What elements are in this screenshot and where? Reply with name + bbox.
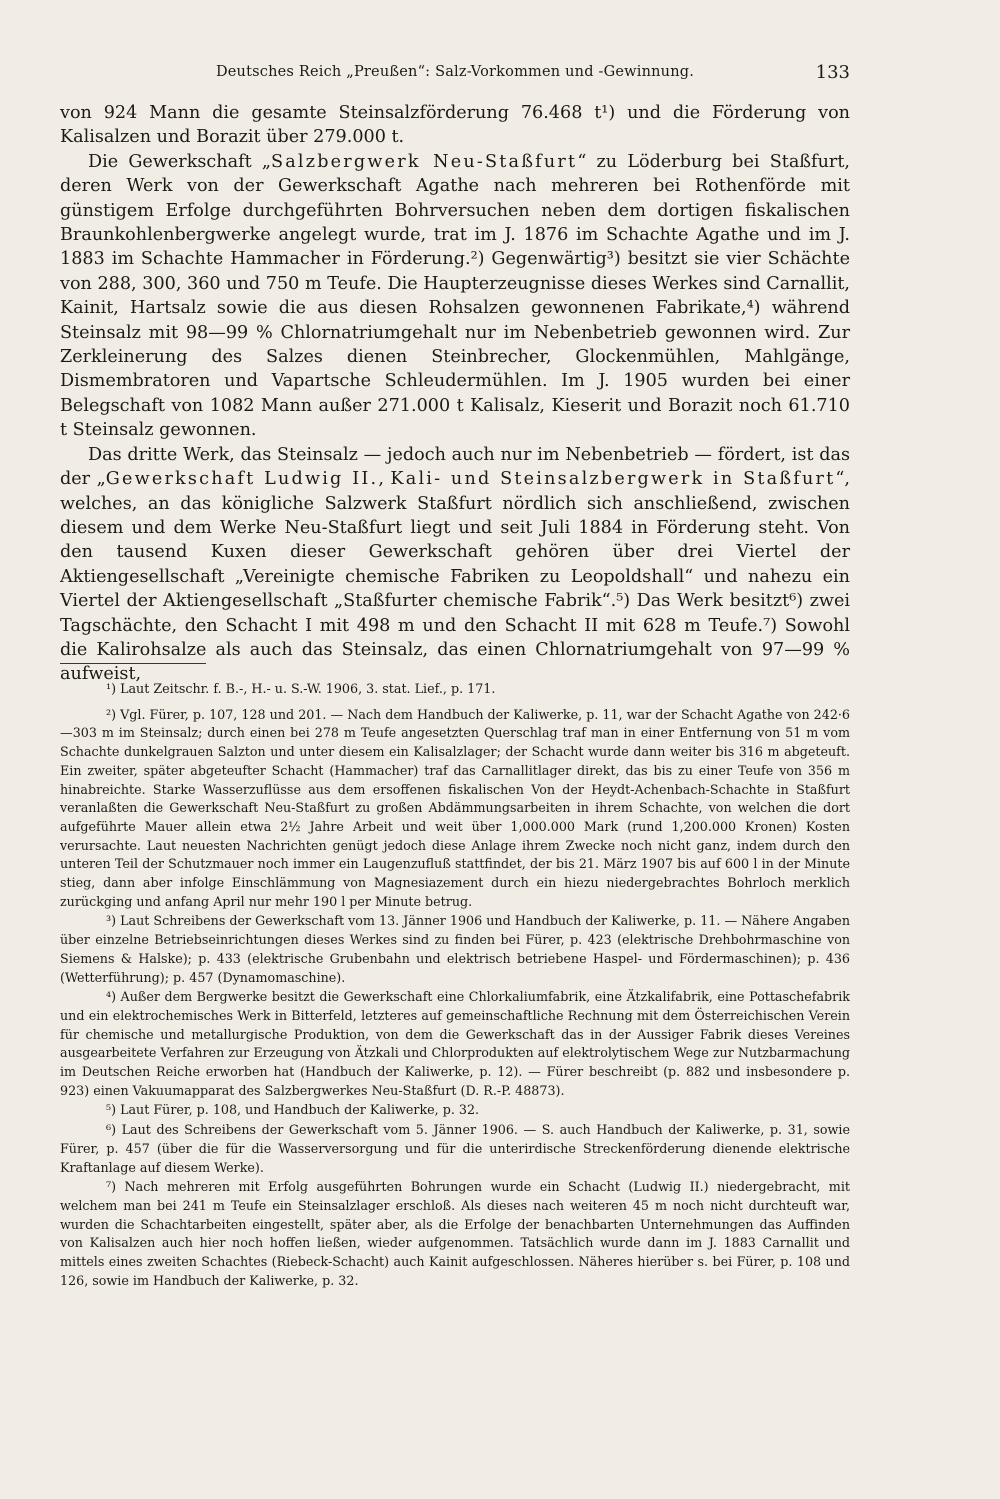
running-title: Deutsches Reich „Preußen“: Salz-Vorkommen und -Gewinnung.: [215, 64, 695, 80]
paragraph-3-part-c: “, welches, an das königliche Salzwerk Staßfurt nördlich sich anschließend, zwischen diesem und dem Werke Neu-Staßfurt liegt und seit Juli 1884 in Förderung steht. Von den tausend Kuxen dieser Gewerkschaft gehören über drei Viertel der Aktiengesellschaft „Vereinigte chemische Fabriken zu Leopoldshall“ und nahezu ein Viertel der Aktiengesellschaft „Staßfurter chemische Fabrik“.⁵) Das Werk besitzt⁶) zwei Tagschächte, den Schacht I mit 498 m und den Schacht II mit 628 m Teufe.⁷) Sowohl die Kalirohsalze als auch das Steinsalz, das einen Chlornatriumgehalt von 97—99 % aufweist,: [60, 469, 850, 685]
paragraph-2-part-b: “ zu Löderburg bei Staßfurt, deren Werk von der Gewerkschaft Agathe nach mehreren bei Rothenförde mit günstigem Erfolge durchgeführten Bohrversuchen neben dem dortigen fiskalischen Braunkohlenbergwerke angelegt wurde, trat im J. 1876 im Schachte Agathe und im J. 1883 im Schachte Hammacher in Förderung.²) Gegenwärtig³) besitzt sie vier Schächte von 288, 300, 360 und 750 m Teufe. Die Haupterzeugnisse dieses Werkes sind Carnallit, Kainit, Hartsalz sowie die aus diesen Rohsalzen gewonnenen Fabrikate,⁴) während Steinsalz mit 98—99 % Chlornatriumgehalt nur im Nebenbetrieb gewonnen wird. Zur Zerkleinerung des Salzes dienen Steinbrecher, Glockenmühlen, Mahlgänge, Dismembratoren und Vapartsche Schleudermühlen. Im J. 1905 wurden bei einer Belegschaft von 1082 Mann außer 271.000 t Kalisalz, Kieserit und Borazit noch 61.710 t Steinsalz gewonnen.: [60, 151, 850, 441]
page-number: 133: [815, 62, 850, 83]
paragraph-3-part-a: Das dritte Werk, das Steinsalz — jedoch auch nur im Nebenbetrieb — fördert, ist das der „: [60, 444, 850, 490]
footnotes: [60, 680, 850, 1291]
company-name-ludwig: Gewerkschaft Ludwig II.: [105, 469, 379, 490]
footnote-2: ²) Vgl. Fürer, p. 107, 128 und 201. — Nach dem Handbuch der Kaliwerke, p. 11, war der Schacht Agathe von 242·6—303 m im Steinsalz; durch einen bei 278 m Teufe angesetzten Querschlag traf man in einer Entfernung von 51 m vom Schachte dunkelgrauen Salzton und unter diesem ein Kalisalzlager; der Schacht wurde dann weiter bis 316 m abgeteuft. Ein zweiter, später abgeteufter Schacht (Hammacher) traf das Carnallitlager direkt, das bis zu einer Teufe von 356 m hinabreichte. Starke Wasserzuflüsse aus dem ersoffenen fiskalischen Von der Heydt-Achenbach-Schachte in Staßfurt veranlaßten die Gewerkschaft Neu-Staßfurt zu großen Abdämmungsarbeiten in ihrem Schachte, von welchen die dort aufgeführte Mauer allein etwa 2½ Jahre Arbeit und weit über 1,000.000 Mark (rund 1,200.000 Kronen) Kosten verursachte. Laut neuesten Nachrichten genügt jedoch diese Anlage ihrem Zwecke noch nicht ganz, indem durch den unteren Teil der Schutzmauer noch immer ein Laugenzufluß stattfindet, der bis 21. März 1907 bis auf 600 l in der Minute stieg, dann aber infolge Einschlämmung von Magnesiazement durch ein hiezu niedergebrachtes Bohrloch merklich zurückging und anfang April nur mehr 190 l per Minute betrug.: [60, 706, 850, 909]
company-subtitle-ludwig: Kali- und Steinsalzbergwerk in Staßfurt: [390, 469, 836, 490]
company-name-neu-stassfurt: Salzbergwerk Neu-Staßfurt: [270, 151, 578, 172]
footnote-1: ¹) Laut Zeitschr. f. B.-, H.- u. S.-W. 1906, 3. stat. Lief., p. 171.: [106, 681, 496, 696]
footnote-4: ⁴) Außer dem Bergwerke besitzt die Gewerkschaft eine Chlorkaliumfabrik, eine Ätzkalifabrik, eine Pottaschefabrik und ein elektrochemisches Werk in Bitterfeld, letzteres auf gemeinschaftliche Rechnung mit dem Österreichischen Verein für chemische und metallurgische Produktion, von dem die Gewerkschaft das in der Aussiger Fabrik dieses Vereines ausgearbeitete Verfahren zur Erzeugung von Ätzkali und Chlorprodukten auf elektrolytischem Wege zur Nutzbarmachung im Deutschen Reiche erworben hat (Handbuch der Kaliwerke, p. 12). — Fürer beschreibt (p. 882 und insbesondere p. 923) einen Vakuumapparat des Salzbergwerkes Neu-Staßfurt (D. R.-P. 48873).: [60, 989, 850, 1098]
footnote-5: ⁵) Laut Fürer, p. 108, und Handbuch der Kaliwerke, p. 32.: [106, 1102, 480, 1118]
paragraph-2: [60, 150, 850, 443]
footnote-6: ⁶) Laut des Schreibens der Gewerkschaft vom 5. Jänner 1906. — S. auch Handbuch der Kaliwerke, p. 31, sowie Fürer, p. 457 (über die für die Wasserversorgung und für die unterirdische Streckenförderung dienende elektrische Kraftanlage auf diesem Werke).: [60, 1122, 850, 1175]
footnote-3: ³) Laut Schreibens der Gewerkschaft vom 13. Jänner 1906 und Handbuch der Kaliwerke, p. 11. — Nähere Angaben über einzelne Betriebseinrichtungen dieses Werkes sind zu finden bei Fürer, p. 423 (elektrische Drehbohrmaschine von Siemens & Halske); p. 433 (elektrische Grubenbahn und elektrisch betriebene Haspel- und Fördermaschinen); p. 436 (Wetterführung); p. 457 (Dynamomaschine).: [60, 913, 850, 985]
running-header: [60, 64, 850, 88]
footnote-divider: [60, 663, 206, 664]
footnote-7: ⁷) Nach mehreren mit Erfolg ausgeführten Bohrungen wurde ein Schacht (Ludwig II.) niedergebracht, mit welchem man bei 241 m Teufe ein Steinsalzlager erschloß. Als dieses nach weiteren 45 m noch nicht durchteuft war, wurden die Schachtarbeiten eingestellt, später aber, als die Erfolge der benachbarten Unternehmungen das Auffinden von Kalisalzen auch hier noch hoffen ließen, wieder aufgenommen. Tatsächlich wurde dann im J. 1883 Carnallit und mittels eines zweiten Schachtes (Riebeck-Schacht) auch Kainit aufgeschlossen. Näheres hierüber s. bei Fürer, p. 108 und 126, sowie im Handbuch der Kaliwerke, p. 32.: [60, 1179, 850, 1288]
main-text: [60, 101, 850, 687]
paragraph-2-part-a: Die Gewerkschaft „: [88, 151, 271, 172]
paragraph-3: [60, 443, 850, 687]
paragraph-3-part-b: ,: [378, 469, 391, 490]
paragraph-1: von 924 Mann die gesamte Steinsalzförderung 76.468 t¹) und die Förderung von Kalisalzen und Borazit über 279.000 t.: [60, 103, 850, 148]
